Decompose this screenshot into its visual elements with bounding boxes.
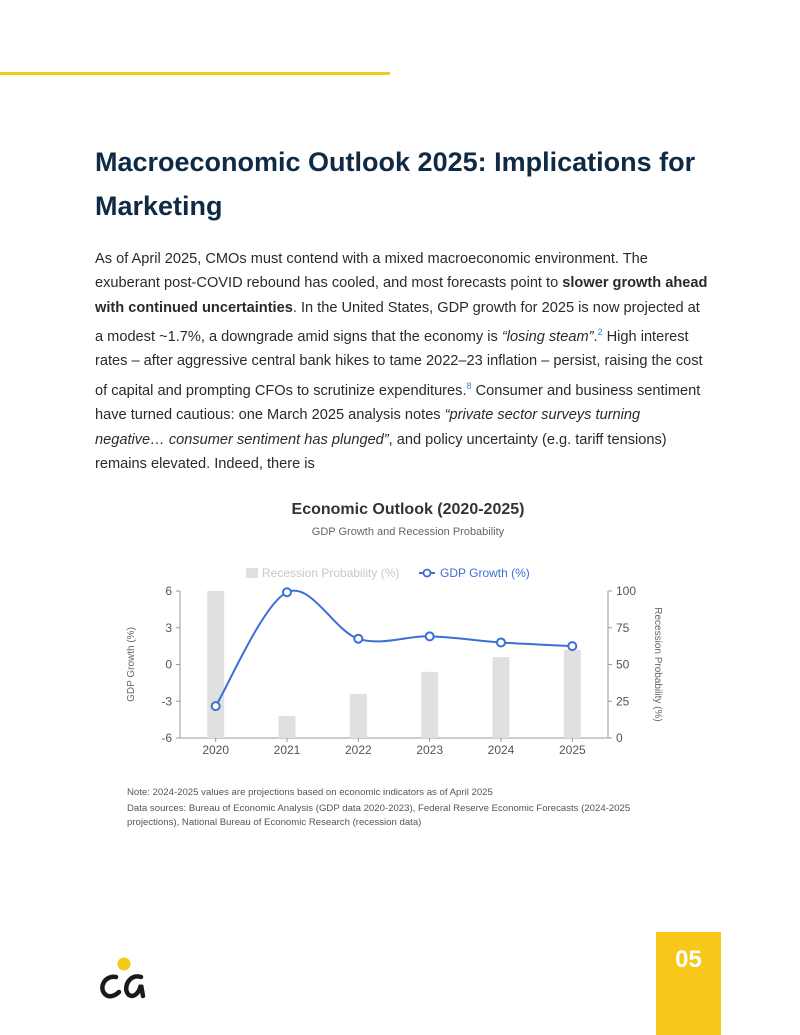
y-tick-label: -3 (161, 694, 172, 709)
y2-axis-label: Recession Probability (%) (652, 607, 663, 722)
y2-tick-label: 0 (616, 731, 623, 745)
y-axis-label: GDP Growth (%) (126, 627, 137, 702)
body-italic-1: “losing steam” (501, 329, 594, 346)
body-bold-1: slower growth ahead with continued uncertainties (95, 275, 708, 316)
company-logo (96, 955, 150, 999)
recession-bar (350, 694, 367, 738)
recession-bar (207, 591, 224, 738)
x-tick-label: 2021 (273, 743, 301, 757)
y-tick-label: 3 (165, 620, 172, 635)
gdp-growth-point (354, 635, 362, 643)
legend-recession-label: Recession Probability (%) (262, 566, 400, 580)
legend-gdp-marker (424, 570, 431, 577)
footnote-ref-2[interactable]: 2 (597, 327, 603, 338)
y2-tick-label: 50 (616, 657, 630, 672)
recession-bar (279, 716, 296, 738)
gdp-growth-point (568, 642, 576, 650)
x-tick-label: 2024 (487, 743, 515, 757)
top-accent-rule (0, 72, 390, 75)
chart-note: Note: 2024-2025 values are projections based on economic indicators as of April 2025 (127, 787, 493, 798)
body-italic-2: “private sector surveys turning negative… consumer sentiment has plunged” (95, 407, 641, 448)
page-number-box (656, 932, 721, 1035)
x-tick-label: 2025 (558, 743, 586, 757)
footnote-ref-8[interactable]: 8 (466, 380, 472, 391)
x-tick-label: 2023 (416, 743, 444, 757)
recession-bar (564, 650, 581, 738)
economic-outlook-chart (120, 490, 680, 770)
body-paragraph (95, 247, 710, 476)
body-text-1: As of April 2025, CMOs must contend with a mixed macroeconomic environment. The exuberant post-COVID rebound has cooled, and most forecasts point to (95, 251, 648, 292)
gdp-growth-point (426, 632, 434, 640)
chart-title: Economic Outlook (2020-2025) (291, 501, 525, 518)
chart-subtitle: GDP Growth and Recession Probability (311, 526, 505, 538)
gdp-growth-line (216, 591, 573, 707)
y-tick-label: -6 (161, 731, 172, 745)
x-tick-label: 2022 (344, 743, 372, 757)
y2-tick-label: 75 (616, 620, 630, 635)
chart-svg (120, 490, 680, 770)
gdp-growth-point (283, 588, 291, 596)
body-text-4: High interest rates – after aggressive central bank hikes to tame 2022–23 inflation – persist, raising the cost of capital and prompting CFOs to scrutinize expenditures. (95, 329, 703, 399)
y2-tick-label: 100 (616, 584, 637, 598)
body-text-6: , and policy uncertainty (e.g. tariff tensions) remains elevated. Indeed, there is (95, 431, 667, 472)
chart-sources: Data sources: Bureau of Economic Analysis (GDP data 2020-2023), Federal Reserve Economic Forecasts (2024-2025 projections), National Bureau of Economic Research (recession data) (127, 803, 631, 828)
y2-tick-label: 25 (616, 694, 630, 709)
x-tick-label: 2020 (202, 743, 230, 757)
gdp-growth-point (497, 638, 505, 646)
recession-bar (421, 672, 438, 738)
y-tick-label: 0 (165, 657, 172, 672)
recession-bar (493, 657, 510, 738)
chart-notes (127, 786, 657, 832)
y-tick-label: 6 (165, 584, 172, 598)
legend-recession-swatch (246, 568, 258, 578)
body-text-3: . (593, 329, 598, 346)
legend-gdp-label: GDP Growth (%) (440, 566, 530, 580)
page-title: Macroeconomic Outlook 2025: Implications for Marketing (95, 147, 696, 221)
body-text-5: Consumer and business sentiment have turned cautious: one March 2025 analysis notes (95, 382, 701, 424)
page-number: 05 (675, 946, 702, 973)
gdp-growth-point (212, 702, 220, 710)
body-text-2: . In the United States, GDP growth for 2025 is now projected at a modest ~1.7%, a downgrade amid signs that the economy is (95, 299, 700, 346)
